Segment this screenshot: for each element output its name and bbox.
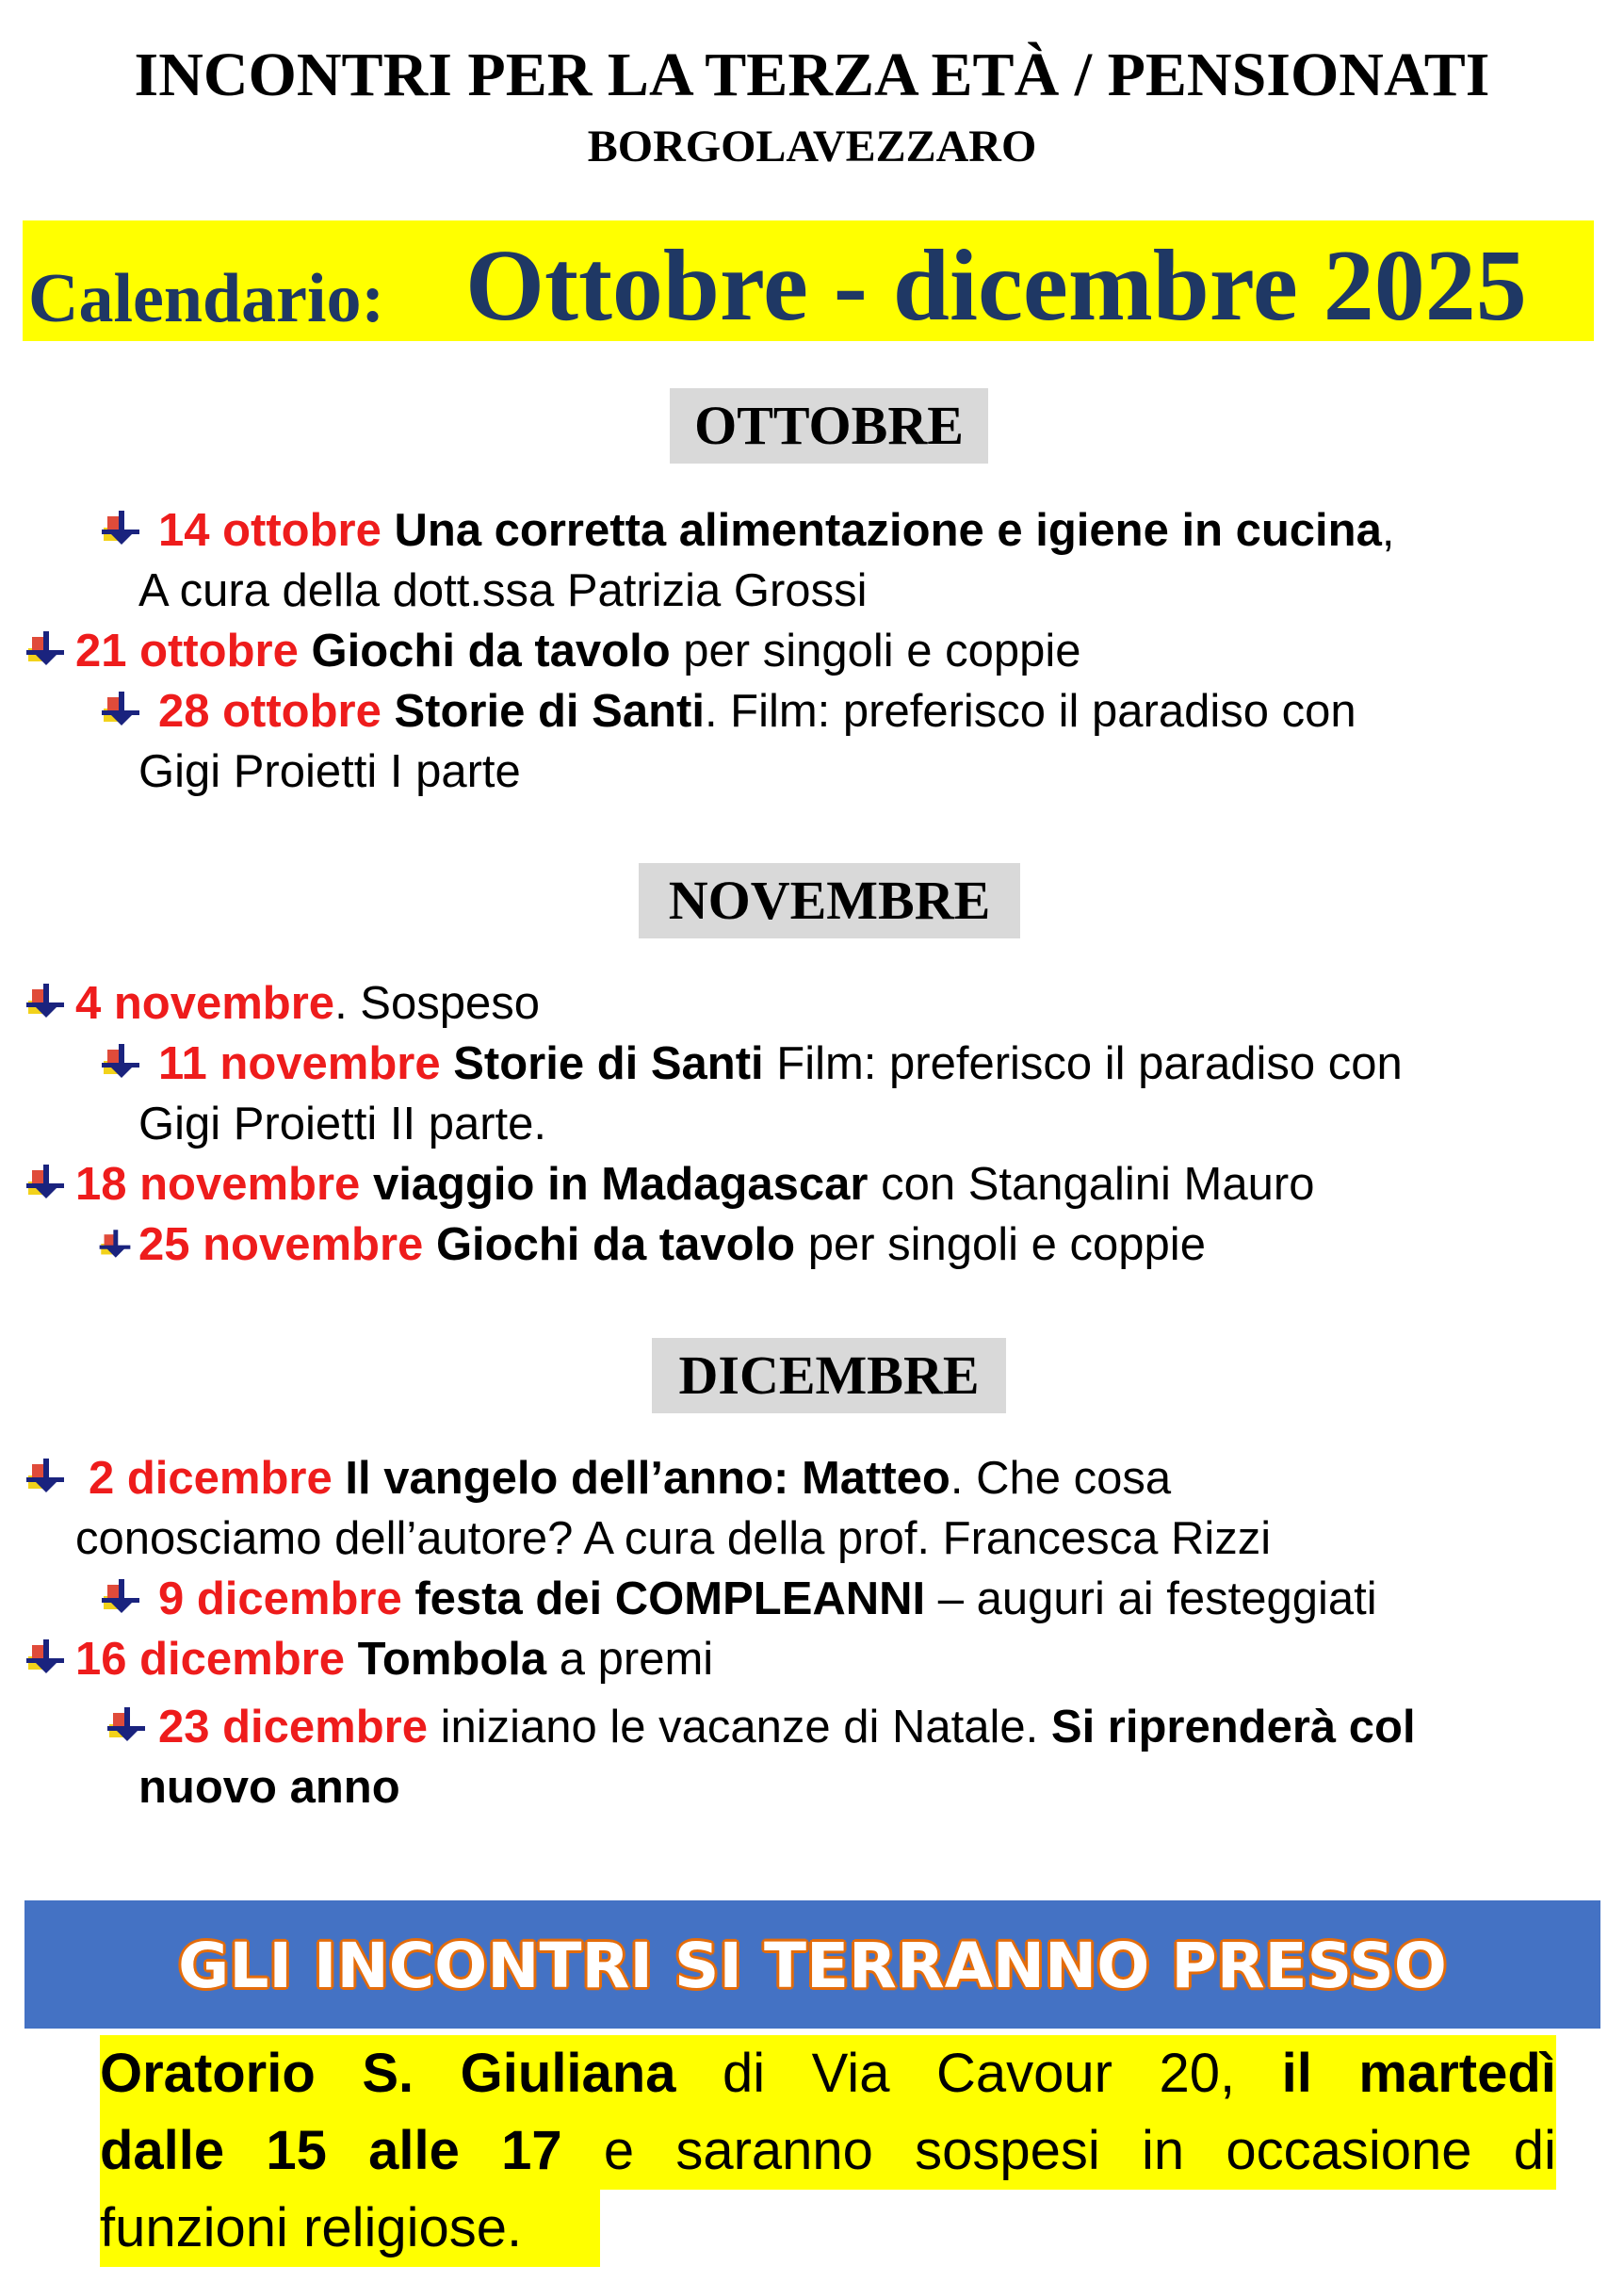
event-detail: per singoli e coppie (670, 626, 1081, 676)
location-word: Cavour (935, 2043, 1112, 2104)
event-item (0, 499, 1624, 562)
event-line (75, 1153, 1314, 1215)
calendar-label: Calendario: (28, 260, 385, 337)
location-word: occasione (1226, 2120, 1472, 2181)
event-item (0, 972, 1624, 1035)
location-line-1 (100, 2035, 1556, 2112)
location-word: Oratorio (100, 2043, 316, 2104)
arrow-bullet-icon (100, 507, 141, 548)
event-line (158, 680, 1356, 742)
arrow-bullet-icon (100, 1040, 141, 1082)
page-subtitle: BORGOLAVEZZARO (587, 122, 1037, 171)
event-continuation-text: conosciamo dell’autore? A cura della prof. Francesca Rizzi (75, 1513, 1272, 1564)
event-date: 28 ottobre (158, 686, 382, 737)
event-detail: Film: preferisco il paradiso con (763, 1038, 1403, 1089)
event-detail: per singoli e coppie (795, 1219, 1206, 1270)
event-title: Una corretta alimentazione e igiene in cucina (394, 505, 1382, 556)
event-date: 11 novembre (158, 1038, 441, 1089)
event-line (89, 1447, 1171, 1509)
event-line (75, 972, 540, 1035)
event-date: 2 dicembre (89, 1453, 333, 1504)
event-line (75, 1628, 713, 1690)
event-continuation (0, 1093, 1624, 1155)
event-detail: con Stangalini Mauro (868, 1159, 1315, 1210)
location-word: sospesi (915, 2120, 1100, 2181)
location-line-2 (100, 2112, 1556, 2190)
event-continuation (0, 1508, 1624, 1570)
event-title: festa dei COMPLEANNI (414, 1573, 926, 1624)
event-item (0, 1447, 1624, 1509)
event-item (0, 1214, 1624, 1276)
location-word: 15 (266, 2120, 327, 2181)
location-line-3: funzioni religiose. (100, 2190, 600, 2267)
page-title: INCONTRI PER LA TERZA ETÀ / PENSIONATI (134, 41, 1490, 109)
event-line (158, 1033, 1403, 1095)
event-date: 9 dicembre (158, 1573, 402, 1624)
location-banner (24, 1900, 1600, 2029)
event-continuation-text: A cura della dott.ssa Patrizia Grossi (138, 565, 868, 616)
event-continuation-text: nuovo anno (138, 1762, 400, 1813)
arrow-bullet-icon (24, 1636, 66, 1677)
arrow-bullet-icon (24, 1455, 66, 1496)
event-note: Si riprenderà col (1050, 1702, 1416, 1752)
event-continuation (0, 741, 1624, 803)
location-word: e (603, 2120, 635, 2181)
arrow-bullet-icon (106, 1703, 147, 1745)
event-line (158, 1568, 1377, 1630)
event-title: Il vangelo dell’anno: Matteo (345, 1453, 950, 1504)
event-title: Storie di Santi (394, 686, 705, 737)
location-word: il (1281, 2043, 1312, 2104)
event-detail: – auguri ai festeggiati (925, 1573, 1377, 1624)
event-date: 4 novembre (75, 978, 335, 1029)
event-detail: a premi (546, 1634, 714, 1685)
event-continuation (0, 560, 1624, 622)
event-title: Giochi da tavolo (435, 1219, 796, 1270)
event-item (0, 620, 1624, 682)
arrow-bullet-icon (24, 628, 66, 669)
event-item (0, 1033, 1624, 1095)
location-word: saranno (675, 2120, 873, 2181)
location-word: in (1142, 2120, 1185, 2181)
event-continuation (0, 1756, 1624, 1818)
month-heading-ottobre: OTTOBRE (670, 388, 988, 464)
event-detail: . Che cosa (950, 1453, 1172, 1504)
event-date: 25 novembre (138, 1219, 424, 1270)
event-date: 21 ottobre (75, 626, 299, 676)
event-title: Tombola (357, 1634, 547, 1685)
arrow-bullet-icon (100, 688, 141, 729)
event-title: Giochi da tavolo (311, 626, 671, 676)
location-word: martedì (1358, 2043, 1556, 2104)
calendar-banner (23, 220, 1594, 341)
arrow-bullet-icon (98, 1227, 132, 1261)
event-item (0, 680, 1624, 742)
event-continuation-text: Gigi Proietti I parte (138, 746, 521, 797)
arrow-bullet-icon (24, 1161, 66, 1202)
arrow-bullet-icon (24, 980, 66, 1021)
event-date: 23 dicembre (158, 1702, 428, 1752)
location-word: di (723, 2043, 766, 2104)
event-item (0, 1628, 1624, 1690)
month-heading-novembre: NOVEMBRE (639, 863, 1020, 938)
calendar-range: Ottobre - dicembre 2025 (465, 230, 1527, 342)
month-heading-dicembre: DICEMBRE (652, 1338, 1006, 1413)
location-word: di (1513, 2120, 1556, 2181)
location-word: dalle (100, 2120, 225, 2181)
location-word: Via (811, 2043, 890, 2104)
event-continuation-text: Gigi Proietti II parte. (138, 1099, 547, 1149)
event-item (0, 1153, 1624, 1215)
event-detail: . Film: preferisco il paradiso con (704, 686, 1356, 737)
location-word: S. (362, 2043, 414, 2104)
location-word: 17 (501, 2120, 562, 2181)
location-word: alle (368, 2120, 460, 2181)
event-date: 16 dicembre (75, 1634, 345, 1685)
location-word: Giuliana (460, 2043, 676, 2104)
event-item (0, 1568, 1624, 1630)
event-detail: , (1381, 505, 1395, 556)
event-title: Storie di Santi (453, 1038, 764, 1089)
event-date: 14 ottobre (158, 505, 382, 556)
location-banner-text: GLI INCONTRI SI TERRANNO PRESSO (178, 1930, 1447, 2002)
event-date: 18 novembre (75, 1159, 361, 1210)
event-item (0, 1696, 1624, 1758)
event-line (158, 1696, 1416, 1758)
arrow-bullet-icon (100, 1575, 141, 1617)
event-line (158, 499, 1394, 562)
event-line (75, 620, 1081, 682)
event-detail: iniziano le vacanze di Natale. (428, 1702, 1051, 1752)
event-detail: . Sospeso (334, 978, 540, 1029)
location-word: 20, (1159, 2043, 1236, 2104)
event-line (138, 1214, 1206, 1276)
event-title: viaggio in Madagascar (372, 1159, 869, 1210)
